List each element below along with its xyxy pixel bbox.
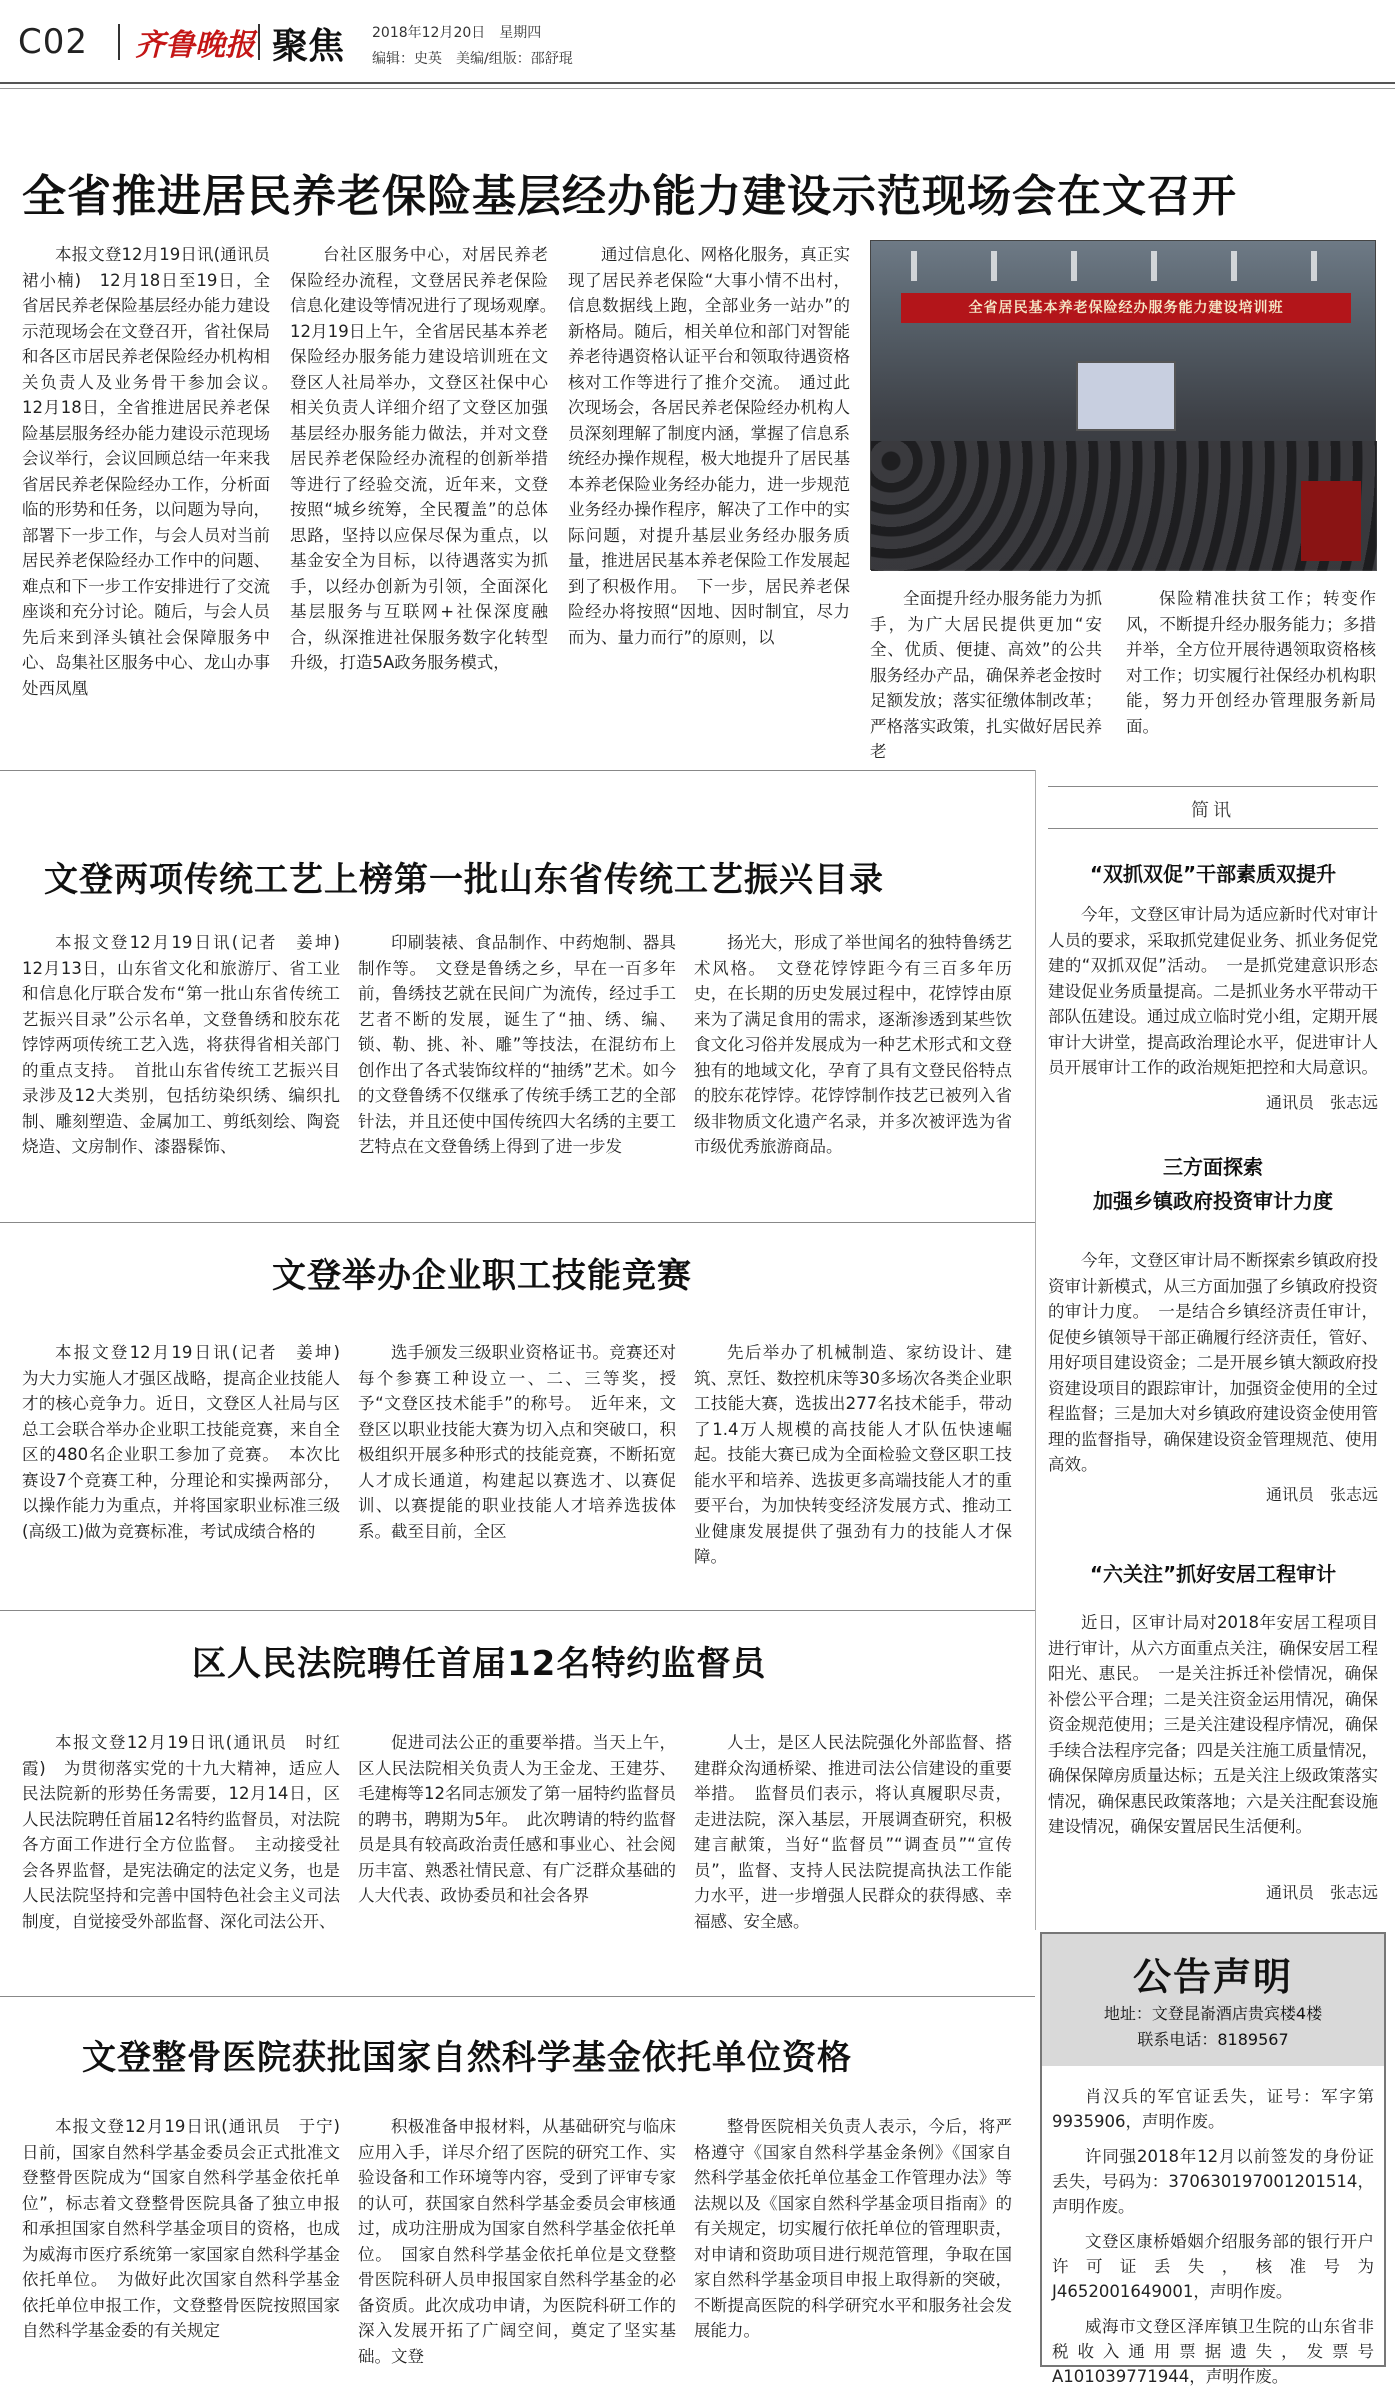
brief-body: 今年，文登区审计局为适应新时代对审计人员的要求，采取抓党建促业务、抓业务促党建的“双抓双促”活动。 一是抓党建意识形态建设促业务质量提高。二是抓业务水平带动干部队伍建设。通过成立临时党小组，定期开展审计大讲堂，提高政治理论水平，促进审计人员开展审计工作的政治规矩把控和大局意识。 xyxy=(1048,905,1378,1077)
article2-column-3: 扬光大，形成了举世闻名的独特鲁绣艺术风格。 文登花饽饽距今有三百多年历史，在长期的历史发展过程中，花饽饽由原来为了满足食用的需求，逐渐渗透到某些饮食文化习俗并发展成为一种艺术形式和文登独有的地域文化，孕育了具有文登民俗特点的胶东花饽饽。花饽饽制作技艺已被列入省级非物质文化遗产名录，并多次被评选为省市级优秀旅游商品。 xyxy=(694,933,1012,1156)
brief-title: “六关注”抓好安居工程审计 xyxy=(1089,1562,1337,1586)
section-name: 聚焦 xyxy=(272,26,345,67)
masthead-divider xyxy=(118,24,120,60)
notice-title: 公告声明 xyxy=(1132,1955,1293,1999)
article4-column-1: 本报文登12月19日讯(通讯员 时红霞) 为贯彻落实党的十九大精神，适应人民法院新的形势任务需要，12月14日，区人民法院聘任首届12名特约监督员，对法院各方面工作进行全方位监督。 主动接受社会各界监督，是宪法确定的法定义务，也是人民法院坚持和完善中国特色社会主义司法制度，自觉接受外部监督、深化司法公开、 xyxy=(22,1733,340,1931)
section-rule xyxy=(0,1222,1035,1223)
brief-byline: 通讯员 张志远 xyxy=(1265,1883,1378,1902)
section-rule xyxy=(0,1610,1035,1611)
article2-column-2: 印刷装裱、食品制作、中药炮制、器具制作等。 文登是鲁绣之乡，早在一百多年前，鲁绣技艺就在民间广为流传，经过手工艺者不断的发展，诞生了“抽、绣、编、锁、勒、挑、补、雕”等技法，在混纺布上创作出了各式装饰纹样的“抽绣”艺术。如今的文登鲁绣不仅继承了传统手绣工艺的全部针法，并且还使中国传统四大名绣的主要工艺特点在文登鲁绣上得到了进一步发 xyxy=(358,933,676,1156)
brief-title: 三方面探索 加强乡镇政府投资审计力度 xyxy=(1093,1155,1333,1213)
briefs-rule xyxy=(1048,786,1378,787)
masthead-divider xyxy=(258,24,260,60)
notice-address: 地址：文登昆嵛酒店贵宾楼4楼 xyxy=(1103,2004,1323,2023)
brief-byline: 通讯员 张志远 xyxy=(1265,1485,1378,1504)
article3-column-2: 选手颁发三级职业资格证书。竞赛还对每个参赛工种设立一、二、三等奖，授予“文登区技术能手”的称号。 近年来，文登区以职业技能大赛为切入点和突破口，积极组织开展多种形式的技能竞赛，不断拓宽人才成长通道，构建起以赛选才、以赛促训、以赛提能的职业技能人才培养选拔体系。截至目前，全区 xyxy=(358,1343,676,1541)
lead-article-column-5: 保险精准扶贫工作；转变作风，不断提升经办服务能力；多措并举，全方位开展待遇领取资格核对工作；切实履行社保经办机构职能，努力开创经办管理服务新局面。 xyxy=(1126,589,1376,736)
lead-article-column-3: 通过信息化、网格化服务，真正实现了居民养老保险“大事小情不出村，信息数据线上跑，全部业务一站办”的新格局。随后，相关单位和部门对智能养老待遇资格认证平台和领取待遇资格核对工作等进行了推介交流。 通过此次现场会，各居民养老保险经办机构人员深刻理解了制度内涵，掌握了信息系统经办操作规程，极大地提升了居民基本养老保险业务经办能力，进一步规范业务经办操作程序，解决了工作中的实际问题，对提升基层业务经办服务质量，推进居民基本养老保险工作发展起到了积极作用。 下一步，居民养老保险经办将按照“因地、因时制宜，尽力而为、量力而行”的原则，以 xyxy=(568,245,850,647)
article-headline: 文登两项传统工艺上榜第一批山东省传统工艺振兴目录 xyxy=(44,860,884,900)
notice-item: 威海市文登区泽库镇卫生院的山东省非税收入通用票据遗失，发票号A101039771944，声明作废。 xyxy=(1052,2317,1374,2386)
column-divider xyxy=(1035,770,1036,1930)
ceiling-lights xyxy=(871,251,1377,281)
article4-column-2: 促进司法公正的重要举措。当天上午，区人民法院相关负责人为王金龙、王建芬、毛建梅等12名同志颁发了第一届特约监督员的聘书，聘期为5年。 此次聘请的特约监督员是具有较高政治责任感和事业心、社会阅历丰富、熟悉社情民意、有广泛群众基础的人大代表、政协委员和社会各界 xyxy=(358,1733,676,1905)
briefs-header: 简讯 xyxy=(1191,800,1235,821)
lead-article-column-1: 本报文登12月19日讯(通讯员 裙小楠) 12月18日至19日，全省居民养老保险基层经办能力建设示范现场会在文登召开，省社保局和各区市居民养老保险经办机构相关负责人及业务骨干参加会议。 12月18日，全省推进居民养老保险基层服务经办能力建设示范现场会议举行，会议回顾总结一年来我省居民养老保险经办工作，分析面临的形势和任务，以问题为导向，部署下一步工作，与会人员对当前居民养老保险经办工作中的问题、难点和下一步工作安排进行了交流座谈和充分讨论。随后，与会人员先后来到泽头镇社会保障服务中心、岛集社区服务中心、龙山办事处西凤凰 xyxy=(22,245,287,698)
article5-column-3: 整骨医院相关负责人表示，今后，将严格遵守《国家自然科学基金条例》《国家自然科学基金依托单位基金工作管理办法》等法规以及《国家自然科学基金项目指南》的有关规定，切实履行依托单位的管理职责，对申请和资助项目进行规范管理，争取在国家自然科学基金项目申报上取得新的突破，不断提高医院的科学研究水平和服务社会发展能力。 xyxy=(694,2117,1012,2340)
notice-list xyxy=(1052,2084,1374,2399)
article-headline: 文登整骨医院获批国家自然科学基金依托单位资格 xyxy=(82,2038,852,2078)
podium xyxy=(1301,481,1361,561)
lead-article-column-2: 台社区服务中心，对居民养老保险经办流程，文登居民养老保险信息化建设等情况进行了现场观摩。 12月19日上午，全省居民基本养老保险经办服务能力建设培训班在文登区人社局举办，文登区社保中心相关负责人详细介绍了文登区加强基层经办服务能力做法，并对文登居民养老保险经办流程的创新举措等进行了经验交流，近年来，文登按照“城乡统筹，全民覆盖”的总体思路，坚持以应保尽保为重点，以基金安全为目标，以待遇落实为抓手，以经办创新为引领，全面深化基层服务与互联网+社保深度融合，纵深推进社保服务数字化转型升级，打造5A政务服务模式， xyxy=(290,245,565,672)
notice-item: 文登区康桥婚姻介绍服务部的银行开户许可证丢失，核准号为J4652001649001，声明作废。 xyxy=(1052,2232,1374,2301)
notice-item: 肖汉兵的军官证丢失，证号：军字第9935906，声明作废。 xyxy=(1052,2087,1374,2131)
editors-credit: 编辑：史英 美编/组版：邵舒琨 xyxy=(372,51,573,67)
brief-body: 今年，文登区审计局不断探索乡镇政府投资审计新模式，从三方面加强了乡镇政府投资的审计力度。 一是结合乡镇经济责任审计，促使乡镇领导干部正确履行经济责任，管好、用好项目建设资金；二是开展乡镇大额政府投资建设项目的跟踪审计，加强资金使用的全过程监督；三是加大对乡镇政府建设资金使用管理的监督指导，确保建设资金管理规范、使用高效。 xyxy=(1048,1251,1378,1474)
masthead-rule-thin xyxy=(0,88,1395,89)
conference-photo xyxy=(870,240,1376,570)
notice-item: 许同强2018年12月以前签发的身份证丢失，号码为：370630197001201514，声明作废。 xyxy=(1052,2147,1374,2216)
article-headline: 文登举办企业职工技能竞赛 xyxy=(272,1256,692,1296)
brief-byline: 通讯员 张志远 xyxy=(1265,1093,1378,1112)
article3-column-1: 本报文登12月19日讯(记者 姜坤) 为大力实施人才强区战略，提高企业技能人才的核心竞争力。近日，文登区人社局与区总工会联合举办企业职工技能竞赛，来自全区的480名企业职工参加了竞赛。 本次比赛设7个竞赛工种，分理论和实操两部分，以操作能力为重点，并将国家职业标准三级(高级工)做为竞赛标准，考试成绩合格的 xyxy=(22,1343,357,1541)
article4-column-3: 人士，是区人民法院强化外部监督、搭建群众沟通桥梁、推进司法公信建设的重要举措。 监督员们表示，将认真履职尽责，走进法院，深入基层，开展调查研究，积极建言献策，当好“监督员”“调查员”“宣传员”，监督、支持人民法院提高执法工作能力水平，进一步增强人民群众的获得感、幸福感、安全感。 xyxy=(694,1733,1012,1931)
page-number: C02 xyxy=(18,22,89,62)
photo-banner: 全省居民基本养老保险经办服务能力建设培训班 xyxy=(901,293,1351,323)
notice-box xyxy=(1040,1932,1386,2386)
lead-headline: 全省推进居民养老保险基层经办能力建设示范现场会在文召开 xyxy=(22,171,1237,222)
article5-column-2: 积极准备申报材料，从基础研究与临床应用入手，详尽介绍了医院的研究工作、实验设备和工作环境等内容，受到了评审专家的认可，获国家自然科学基金委员会审核通过，成功注册成为国家自然科学基金依托单位。 国家自然科学基金依托单位是文登整骨医院科研人员申报国家自然科学基金的必备资质。此次成功申请，为医院科研工作的深入发展开拓了广阔空间，奠定了坚实基础。文登 xyxy=(358,2117,676,2366)
brief-title: “双抓双促”干部素质双提升 xyxy=(1089,862,1337,886)
section-rule xyxy=(0,1996,1035,1997)
masthead-rule xyxy=(0,82,1395,84)
lead-article-column-4: 全面提升经办服务能力为抓手，为广大居民提供更加“安全、优质、便捷、高效”的公共服务经办产品，确保养老金按时足额发放；落实征缴体制改革；严格落实政策，扎实做好居民养老 xyxy=(870,589,1102,761)
article2-column-1: 本报文登12月19日讯(记者 姜坤) 12月13日，山东省文化和旅游厅、省工业和信息化厅联合发布“第一批山东省传统工艺振兴目录”公示名单，文登鲁绣和胶东花饽饽两项传统工艺入选，将获得省相关部门的重点支持。 首批山东省传统工艺振兴目录涉及12大类别，包括纺染织绣、编织扎制、雕刻塑造、金属加工、剪纸刻绘、陶瓷烧造、文房制作、漆器髹饰、 xyxy=(22,933,357,1156)
paper-logo: 齐鲁晚报 xyxy=(135,28,255,63)
brief-body: 近日，区审计局对2018年安居工程项目进行审计，从六方面重点关注，确保安居工程阳光、惠民。 一是关注拆迁补偿情况，确保补偿公平合理；二是关注资金运用情况，确保资金规范使用；三是关注建设程序情况，确保手续合法程序完备；四是关注施工质量情况，确保保障房质量达标；五是关注上级政策落实情况，确保惠民政策落地；六是关注配套设施建设情况，确保安置居民生活便利。 xyxy=(1048,1613,1378,1836)
notice-header xyxy=(1042,1934,1384,2066)
notice-phone: 联系电话：8189567 xyxy=(1137,2030,1289,2049)
article3-column-3: 先后举办了机械制造、家纺设计、建筑、烹饪、数控机床等30多场次各类企业职工技能大赛，选拔出277名技术能手，带动了1.4万人规模的高技能人才队伍快速崛起。技能大赛已成为全面检验文登区职工技能水平和培养、选拔更多高端技能人才的重要平台，为加快转变经济发展方式、推动工业健康发展提供了强劲有力的技能人才保障。 xyxy=(694,1343,1012,1566)
article5-column-1: 本报文登12月19日讯(通讯员 于宁) 日前，国家自然科学基金委员会正式批准文登整骨医院成为“国家自然科学基金依托单位”，标志着文登整骨医院具备了独立申报和承担国家自然科学基金项目的资格，也成为威海市医疗系统第一家国家自然科学基金依托单位。 为做好此次国家自然科学基金依托单位申报工作，文登整骨医院按照国家自然科学基金委的有关规定 xyxy=(22,2117,357,2340)
article-headline: 区人民法院聘任首届12名特约监督员 xyxy=(192,1644,767,1684)
projection-screen xyxy=(1076,361,1176,431)
issue-date: 2018年12月20日 星期四 xyxy=(372,25,542,41)
section-rule xyxy=(0,770,1035,771)
briefs-rule xyxy=(1048,828,1378,829)
masthead xyxy=(0,0,1395,82)
